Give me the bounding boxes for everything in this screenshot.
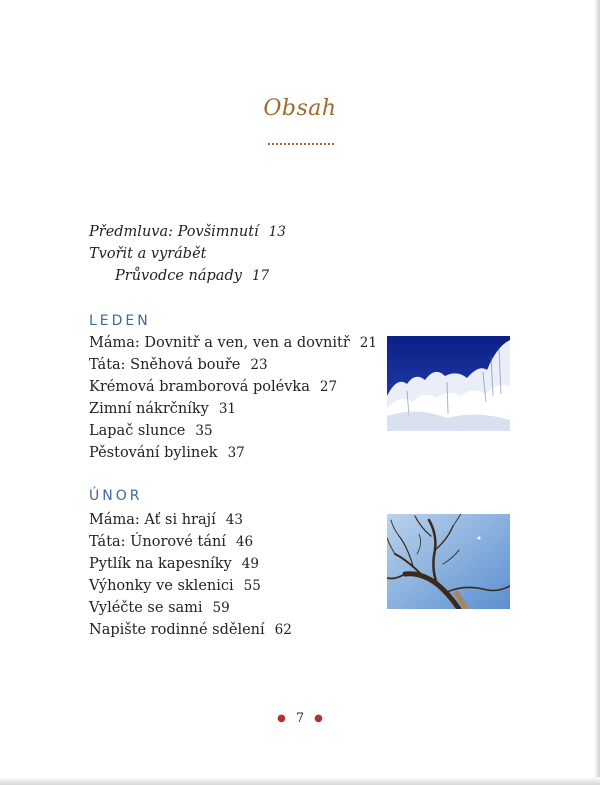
photo-bare-tree: [387, 514, 510, 609]
toc-entry[interactable]: [89, 377, 337, 397]
toc-entry[interactable]: [89, 355, 268, 375]
toc-entry-label: Máma: Ať si hrají: [89, 512, 216, 528]
bullet-dot-icon: ●: [277, 713, 286, 724]
toc-entry[interactable]: [89, 421, 213, 441]
section-heading-leden: LEDEN: [89, 313, 151, 329]
toc-entry-label: Táta: Sněhová bouře: [89, 357, 241, 373]
toc-entry-label: Výhonky ve sklenici: [89, 578, 234, 594]
toc-entry-page: 13: [268, 224, 286, 240]
title-dotted-rule: [268, 143, 334, 145]
toc-entry-page: 31: [218, 401, 237, 417]
page-number-text: 7: [295, 711, 305, 726]
toc-entry-create[interactable]: [89, 244, 207, 264]
page-edge-shadow-bottom: [0, 777, 600, 785]
section-heading-unor: ÚNOR: [89, 488, 143, 504]
toc-entry-label: Průvodce nápady: [115, 268, 242, 284]
toc-entry-label: Pytlík na kapesníky: [89, 556, 232, 572]
toc-entry-page: 21: [359, 335, 377, 351]
toc-entry-page: 23: [250, 357, 268, 373]
toc-entry-preface[interactable]: [89, 222, 286, 242]
toc-entry[interactable]: [89, 576, 261, 596]
toc-entry-label: Napište rodinné sdělení: [89, 622, 265, 638]
photo-frosted-trees: [387, 336, 510, 431]
toc-entry[interactable]: [89, 333, 377, 353]
toc-entry[interactable]: [89, 554, 259, 574]
bullet-dot-icon: ●: [314, 713, 323, 724]
toc-entry-guide[interactable]: [115, 266, 269, 286]
toc-entry-page: 62: [274, 622, 292, 638]
toc-entry[interactable]: [89, 532, 253, 552]
toc-entry-page: 49: [241, 556, 259, 572]
toc-entry-label: Máma: Dovnitř a ven, ven a dovnitř: [89, 335, 350, 351]
toc-entry-page: 35: [195, 423, 213, 439]
toc-entry-page: 55: [243, 578, 261, 594]
toc-entry-page: 59: [212, 600, 230, 616]
toc-entry-page: 43: [225, 512, 243, 528]
toc-entry-page: 37: [227, 445, 245, 461]
toc-entry-label: Předmluva: Povšimnutí: [89, 224, 259, 240]
toc-entry-label: Tvořit a vyrábět: [89, 246, 207, 262]
toc-entry[interactable]: [89, 510, 243, 530]
toc-entry[interactable]: [89, 620, 292, 640]
toc-entry-label: Táta: Únorové tání: [89, 534, 226, 550]
page-number: [0, 711, 600, 726]
toc-entry[interactable]: [89, 598, 230, 618]
toc-entry-page: 46: [235, 534, 254, 550]
toc-entry-label: Pěstování bylinek: [89, 445, 218, 461]
toc-entry-page: 17: [251, 268, 270, 284]
toc-entry[interactable]: [89, 399, 236, 419]
toc-entry-label: Vyléčte se sami: [89, 600, 203, 616]
toc-entry-label: Lapač slunce: [89, 423, 186, 439]
toc-entry[interactable]: [89, 443, 245, 463]
toc-entry-page: 27: [319, 379, 338, 395]
toc-entry-label: Zimní nákrčníky: [89, 401, 209, 417]
toc-entry-label: Krémová bramborová polévka: [89, 379, 310, 395]
page-title: Obsah: [263, 96, 337, 121]
